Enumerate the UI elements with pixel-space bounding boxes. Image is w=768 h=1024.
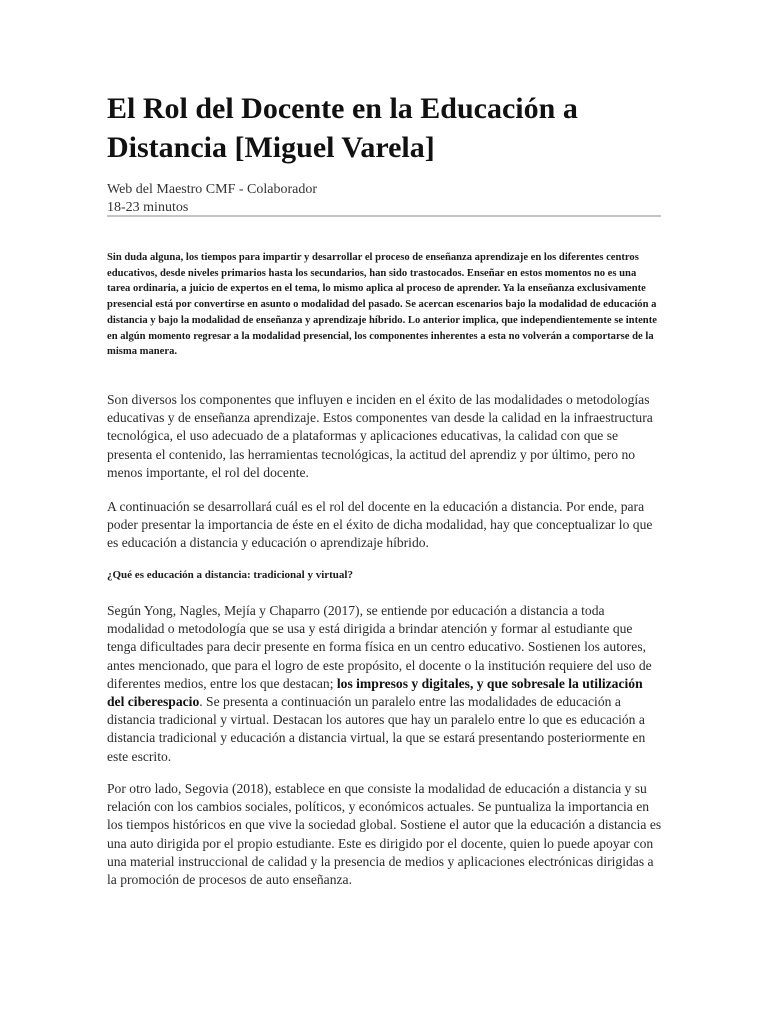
article-meta — [107, 181, 662, 217]
paragraph-3-text-start: Según Yong, Nagles, Mejía y Chaparro (2017), se entiende por educación a distancia a toda modalidad o metodología que se usa y está dirigida a brindar atención y formar al estudiante que tenga dificultades para decir presente en forma física en un centro educativo. Sostienen los autores, antes mencionado, que para el logro de este propósito, el docente o la institución requiere del uso de diferentes medios, entre los que destacan; — [107, 603, 652, 691]
paragraph-3-text-end: . Se presenta a continuación un paralelo entre las modalidades de educación a distancia tradicional y virtual. Destacan los autores que hay un paralelo entre lo que es educación a distancia tradicional y educación a distancia virtual, la que se estará presentando posteriormente en este escrito. — [107, 694, 646, 764]
section-subheading: ¿Qué es educación a distancia: tradicional y virtual? — [107, 569, 353, 581]
intro-paragraph: Sin duda alguna, los tiempos para impartir y desarrollar el proceso de enseñanza aprendizaje en los diferentes centros educativos, desde niveles primarios hasta los secundarios, han sido trastocados. Enseñar en estos momentos no es una tarea ordinaria, a juicio de expertos en el tema, lo mismo aplica al proceso de aprender. Ya la enseñanza exclusivamente presencial está por convertirse en asunto o modalidad del pasado. Se acercan escenarios bajo la modalidad de educación a distancia y bajo la modalidad de enseñanza y aprendizaje híbrido. Lo anterior implica, que independientemente se intente en algún momento regresar a la modalidad presencial, los componentes inherentes a esta no volverán a comportarse de la misma manera. — [107, 252, 657, 358]
article-source: Web del Maestro CMF - Colaborador — [107, 182, 317, 197]
article-title: El Rol del Docente en la Educación a Distancia [Miguel Varela] — [107, 92, 578, 164]
body-paragraph-1: Son diversos los componentes que influyen e inciden en el éxito de las modalidades o metodologías educativas y de enseñanza aprendizaje. Estos componentes van desde la calidad en la infraestructura tecnológica, el uso adecuado de a plataformas y aplicaciones educativas, la calidad con que se presenta el contenido, las herramientas tecnológicas, la actitud del aprendiz y por último, pero no menos importante, el rol del docente. — [107, 392, 653, 480]
body-paragraph-4: Por otro lado, Segovia (2018), establece en que consiste la modalidad de educación a distancia y su relación con los cambios sociales, políticos, y económicos actuales. Se puntualiza la importancia en los tiempos históricos en que vive la sociedad global. Sostiene el autor que la educación a distancia es una auto dirigida por el propio estudiante. Este es dirigido por el docente, quien lo puede apoyar con una material instruccional de calidad y la presencia de medios y aplicaciones electrónicas dirigidas a la promoción de procesos de auto enseñanza. — [107, 781, 662, 888]
body-paragraph-3 — [107, 602, 662, 766]
header-divider — [107, 215, 661, 217]
body-paragraph-2: A continuación se desarrollará cuál es el rol del docente en la educación a distancia. Por ende, para poder presentar la importancia de éste en el éxito de dicha modalidad, hay que conceptualizar lo que es educación a distancia y educación o aprendizaje híbrido. — [107, 499, 653, 551]
paragraph-3-bold-phrase: los impresos y digitales, y que sobresale la utilización del ciberespacio — [107, 675, 643, 710]
reading-time: 18-23 minutos — [107, 200, 189, 215]
